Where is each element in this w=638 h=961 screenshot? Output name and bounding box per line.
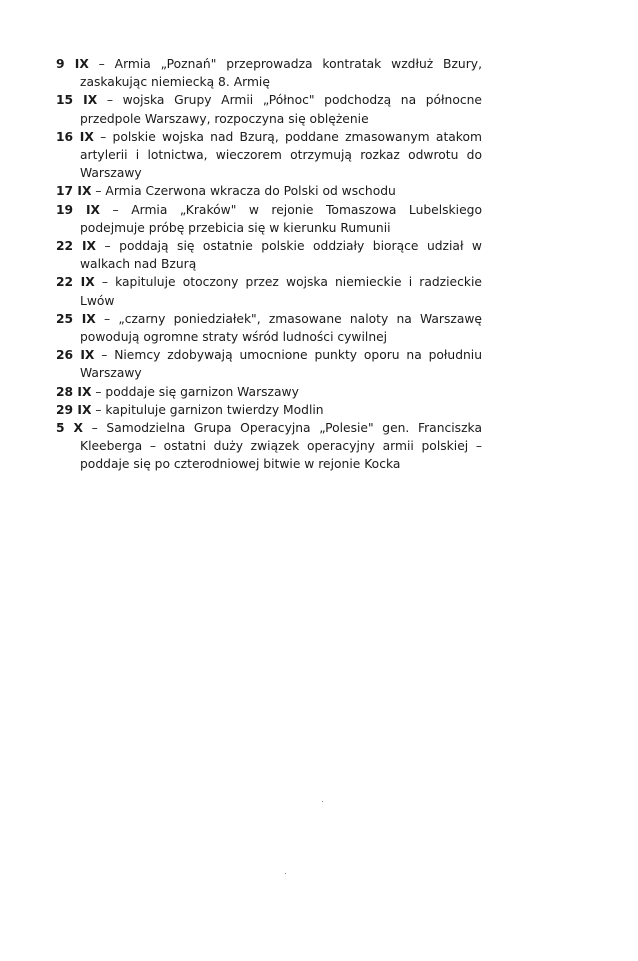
- entry-date: 29 IX: [56, 402, 92, 417]
- scan-speck: [285, 873, 286, 874]
- entry-date: 22 IX: [56, 239, 97, 254]
- chronology-entry: [56, 401, 482, 419]
- chronology-entry: [56, 383, 482, 401]
- chronology-entry: [56, 201, 482, 237]
- entry-text: – Armia „Poznań" przeprowadza kontratak wzdłuż Bzury, zaskakując niemiecką 8. Armię: [80, 57, 482, 90]
- entry-text: – kapituluje garnizon twierdzy Modlin: [95, 402, 324, 417]
- entry-date: 19 IX: [56, 202, 101, 217]
- chronology-entry: [56, 91, 482, 127]
- chronology-entry: [56, 310, 482, 346]
- chronology-entry: [56, 182, 482, 200]
- entry-text: – Samodzielna Grupa Operacyjna „Polesie" gen. Franciszka Kleeberga – ostatni duży związek operacyjny armii polskiej – poddaje się po czterodniowej bitwie w rejonie Kocka: [80, 421, 482, 472]
- entry-date: 28 IX: [56, 384, 92, 399]
- entry-text: – polskie wojska nad Bzurą, poddane zmasowanym atakom artylerii i lotnictwa, wieczorem otrzymują rozkaz odwrotu do Warszawy: [80, 129, 482, 181]
- entry-text: – Armia „Kraków" w rejonie Tomaszowa Lubelskiego podejmuje próbę przebicia się w kierunku Rumunii: [80, 202, 482, 235]
- entry-text: – poddają się ostatnie polskie oddziały biorące udział w walkach nad Bzurą: [80, 239, 482, 272]
- chronology-entry: [56, 55, 482, 91]
- entry-text: – Niemcy zdobywają umocnione punkty oporu na południu Warszawy: [80, 348, 482, 381]
- chronology-entry: [56, 237, 482, 273]
- chronology-entry: [56, 346, 482, 382]
- chronology-list: [56, 55, 482, 474]
- entry-date: 26 IX: [56, 348, 95, 363]
- entry-text: – poddaje się garnizon Warszawy: [95, 384, 299, 399]
- entry-date: 5 X: [56, 421, 84, 436]
- entry-text: – kapituluje otoczony przez wojska niemieckie i radzieckie Lwów: [80, 275, 482, 308]
- chronology-entry: [56, 128, 482, 183]
- entry-date: 15 IX: [56, 93, 98, 108]
- chronology-entry: [56, 273, 482, 309]
- entry-date: 17 IX: [56, 184, 92, 199]
- scan-speck: [322, 801, 323, 802]
- entry-date: 9 IX: [56, 57, 89, 71]
- entry-text: – wojska Grupy Armii „Północ" podchodzą na północne przedpole Warszawy, rozpoczyna się oblężenie: [80, 93, 482, 126]
- entry-text: – „czarny poniedziałek", zmasowane naloty na Warszawę powodują ogromne straty wśród ludności cywilnej: [80, 311, 482, 345]
- chronology-entry: [56, 419, 482, 474]
- entry-date: 16 IX: [56, 129, 94, 144]
- entry-date: 22 IX: [56, 275, 95, 290]
- entry-text: – Armia Czerwona wkracza do Polski od wschodu: [95, 184, 396, 199]
- entry-date: 25 IX: [56, 311, 96, 326]
